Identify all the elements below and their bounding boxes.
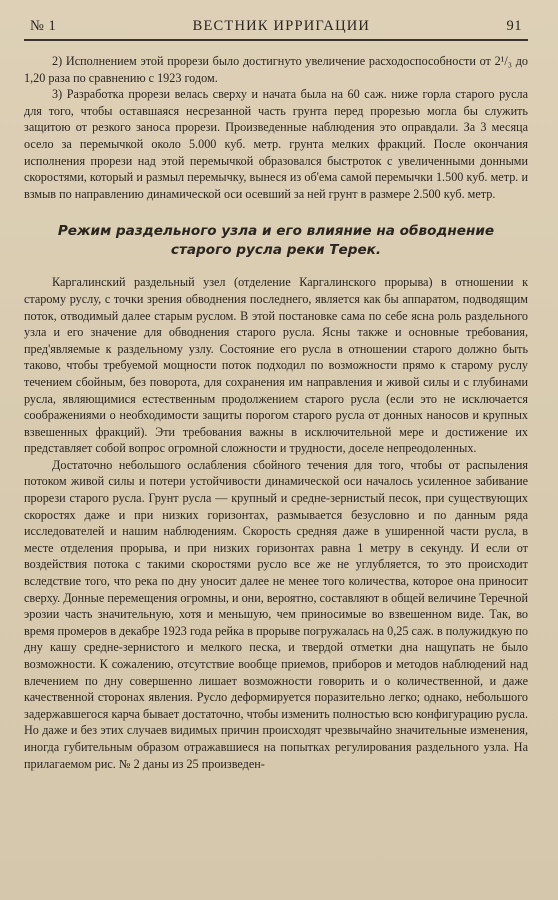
journal-title: ВЕСТНИК ИРРИГАЦИИ (192, 18, 371, 34)
section-paragraph-1: Каргалинский раздельный узел (отделение Каргалинского прорыва) в отношении к старому руслу, с точки зрения обводнения последнего, является как бы аппаратом, подводящим поток, отводимый далее старым руслом. В этой постановке сама по себе ясна роль раздельного узла и его значение для обводнения старого русла. Ясны также и основные требования, пред'являемые к раздельному узлу. Состояние его русла в отношении старого должно быть таково, чтобы требуемой мощности поток подходил по возможности прямо к старому руслу течением сбойным, без поворота, для сохранения им направления и живой силы и с глубинами русла, являющимися естественным продолжением старого русла (если это не исключается соображениями о необходимости защиты порогом старого русла от донных наносов и крупных взвешенных фракций). Эти требования важны в исключительной мере и достижение их представляет собой вопрос огромной сложности и трудности, доселе непреодоленных. (24, 275, 528, 456)
header-rule (24, 39, 528, 41)
intro-paragraph-2: 3) Разработка прорези велась сверху и начата была на 60 саж. ниже горла старого русла для того, чтобы оставшаяся несрезанной часть грунта перед прорезью могла бы служить защитою от резкого заноса прорези. Произведенные наблюдения это оправдали. За 3 месяца осело за перемычкой около 5.000 куб. метр. грунта мелких фракций. После окончания исполнения прорези над этой перемычкой образовался быстроток с увеличенными донными скоростями, который и размыл перемычку, вынеся из об'ема самой перемычки 1.500 куб. метр. и взмыв по направлению динамической оси осевший за ней грунт в размере 2.500 куб. метр. (24, 87, 528, 201)
running-header (24, 18, 528, 37)
article-body (24, 53, 528, 772)
intro-paragraph-1: 2) Исполнением этой прорези было достигнуто увеличение расходоспособности от 2¹/₃ до 1,20 раза по сравнению с 1923 годом. (24, 54, 528, 85)
section-heading: Режим раздельного узла и его влияние на обводнение старого русла реки Терек. (57, 223, 495, 259)
section-paragraph-2: Достаточно небольшого ослабления сбойного течения для того, чтобы от распыления потоком живой силы и потери устойчивости динамической оси началось усиленное забивание прорези старого русла. Грунт русла — крупный и средне-зернистый песок, при существующих скоростях даже и при низких горизонтах, размывается безусловно и по данным ряда исследователей и нашим наблюдениям. Скорость средняя даже в уширенной части русла, в месте отделения прорыва, и при низких горизонтах равна 1 метру в секунду. И если от воздействия потока с такими скоростями русло все же не углубляется, то это происходит вследствие того, что река по дну уносит далее не менее того количества, которое она приносит сверху. Донные перемещения огромны, и они, вероятно, составляют в общей величине Теречной эрозии часть значительную, хотя и меньшую, чем приносимые во взвешенном виде. Так, во время промеров в декабре 1923 года рейка в прорыве погружалась на 0,25 саж. в полужидкую по дну кашу средне-зернистого и мелкого песка, и твердой отметки дна нащупать не было возможности. К сожалению, отсутствие вообще приемов, приборов и методов наблюдений над влечением по дну совершенно лишает возможности говорить и о количественной, и даже качественной сторонах явления. Русло деформируется поразительно легко; однако, небольшого задержавшегося карча бывает достаточно, чтобы изменить полностью всю конфигурацию русла. Но даже и без этих случаев видимых причин происходят чрезвычайно значительные изменения, иногда губительным образом отражавшиеся на попытках регулирования раздельного узла. На прилагаемом рис. № 2 даны из 25 произведен- (24, 457, 528, 771)
page-number: 91 (506, 18, 522, 34)
issue-number: № 1 (30, 18, 57, 34)
